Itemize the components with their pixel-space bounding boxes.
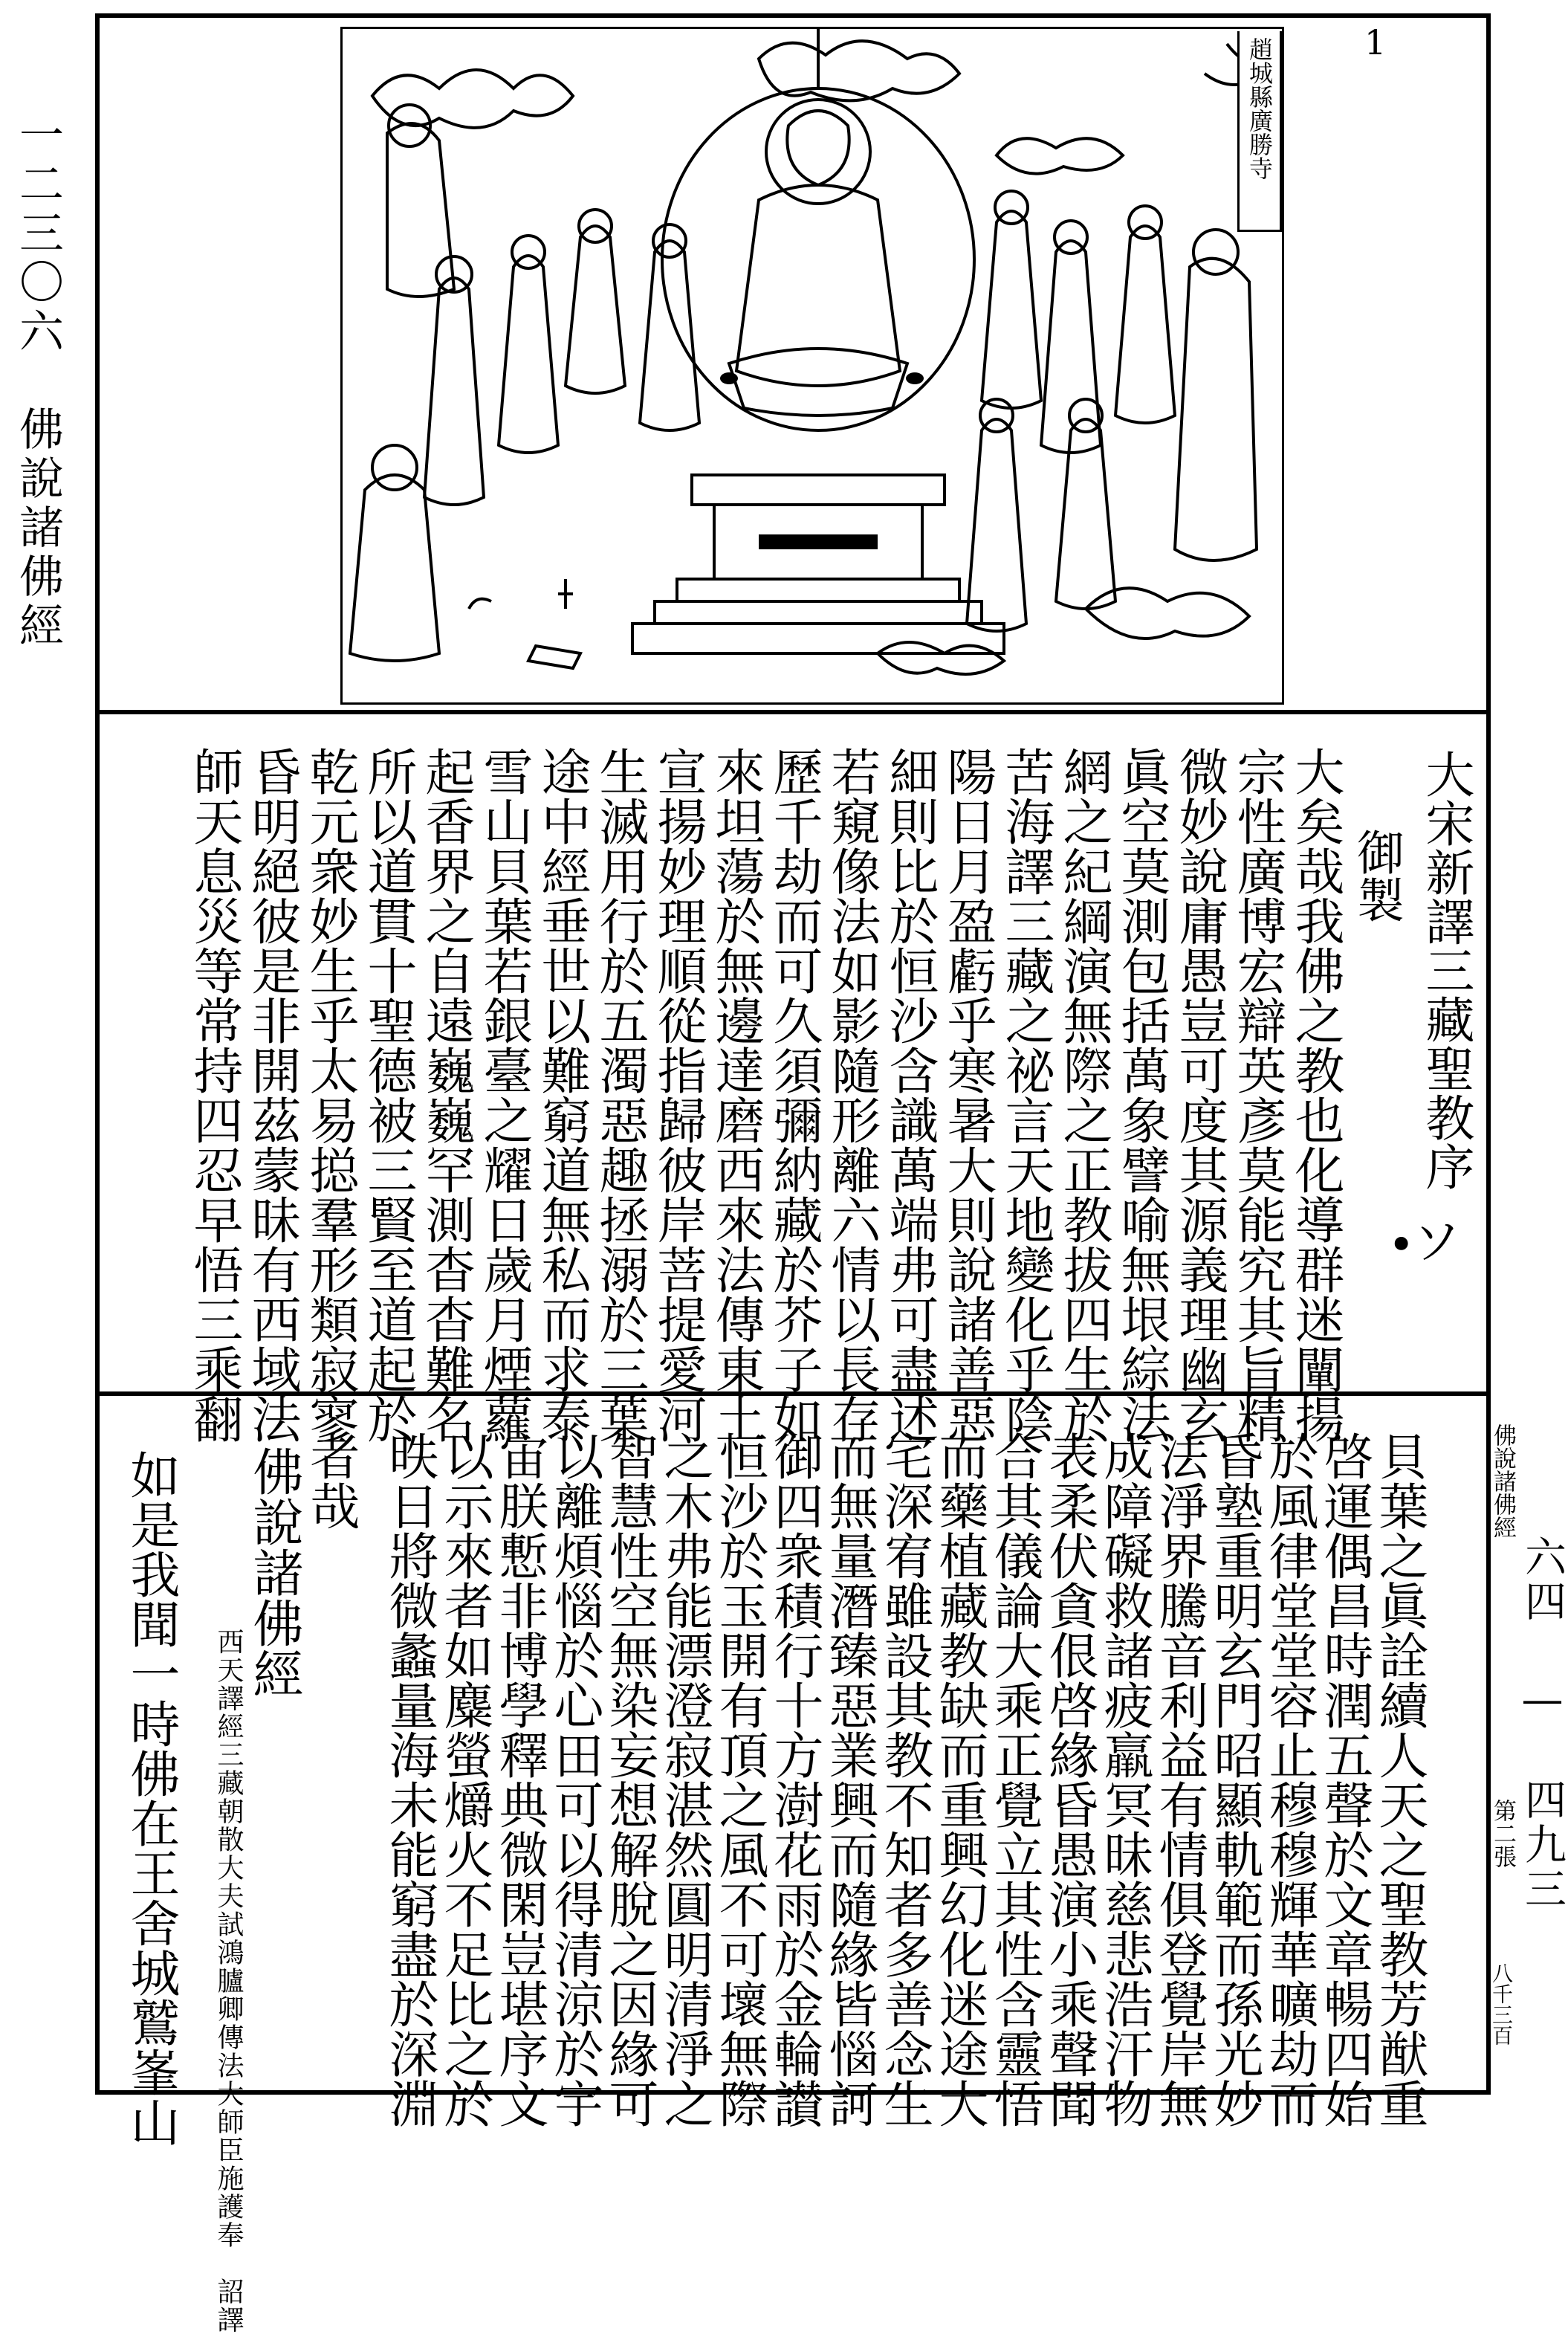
preface-column: 昏明絕彼是非開茲蒙昧有西域法	[244, 746, 302, 1444]
preface-column: 宣揚妙理順從指歸彼岸菩提愛河	[649, 746, 707, 1444]
preface-continued-column: 智慧性空無染妄想解脫之因緣可	[601, 1431, 659, 2128]
preface-continued-column: 昳日將微蠡量海未能窮盡於深淵	[381, 1431, 439, 2128]
preface-continued-column: 於風律堂堂容止穆穆輝華曠劫而	[1261, 1431, 1319, 2128]
preface-column: 雪山貝葉若銀臺之耀日歲月煙蘿	[476, 746, 534, 1444]
preface-continued-column: 而藥植藏教缺而重興幻化迷途大	[931, 1431, 989, 2128]
preface-column: 生滅用行於五濁惡趣拯溺於三葉	[592, 746, 649, 1444]
sheet-header-title: 佛說諸佛經	[1489, 1423, 1516, 1539]
preface-continued-column: 宙朕慙非博學釋典微閑豈堪序文	[491, 1431, 549, 2128]
preface-column: 歷千劫而可久須彌納藏於芥子如	[765, 746, 823, 1444]
preface-continued-column: 成障礙救諸疲羸冥昧慈悲浩汗物	[1096, 1431, 1154, 2128]
preface-continued-column: 恒沙於玉開有頂之風不可壞無際	[711, 1431, 769, 2128]
divider-top	[95, 710, 1491, 714]
preface-column: 細則比於恒沙含識萬端弗可盡述	[881, 746, 939, 1444]
preface-column: 所以道貫十聖德被三賢至道起於	[360, 746, 418, 1444]
preface-column: 微妙說庸愚豈可度其源義理幽玄	[1171, 746, 1229, 1444]
preface-continued-column: 之木弗能漂澄寂湛然圓明清淨之	[656, 1431, 714, 2128]
frontispiece-illustration	[340, 27, 1284, 705]
preface-column: 若窺像法如影隨形離六情以長存	[823, 746, 881, 1444]
top-mark: 1	[1364, 22, 1387, 62]
preface-continued-column: 者哉	[302, 1431, 360, 1530]
preface-column: 大矣哉我佛之教也化導群迷闡揚	[1287, 746, 1345, 1444]
preface-subtitle: 御製	[1349, 828, 1404, 923]
preface-continued-column: 表柔伏貪佷啓緣昏愚演小乘聲聞	[1041, 1431, 1099, 2128]
preface-column: 乾元衆妙生乎太易搃羣形類寂寥	[302, 746, 360, 1444]
sutra-title: 佛說諸佛經	[244, 1446, 303, 1698]
margin-left-label: 一二三〇六 佛說諸佛經	[12, 111, 64, 651]
preface-column: 起香界之自遠巍巍罕測杳杳難名	[418, 746, 476, 1444]
buddha-assembly-drawing	[343, 29, 1284, 705]
preface-mark: ∙ソ	[1390, 1215, 1461, 1270]
sheet-header-code: 八千三百	[1489, 1962, 1514, 2046]
cartouche-text: 趙城縣廣勝寺	[1245, 37, 1274, 180]
translator-line: 西天譯經三藏朝散大夫試鴻臚卿傳法大師臣施護奉 詔譯	[213, 1628, 244, 2334]
preface-continued-column: 而無量潛臻惡業興而隨緣皆惱訶	[821, 1431, 879, 2128]
temple-cartouche	[1237, 31, 1282, 232]
preface-column: 宗性廣博宏辯英彥莫能究其旨精	[1229, 746, 1287, 1444]
preface-continued-column: 宅深宥雖設其教不知者多善念生	[876, 1431, 934, 2128]
sutra-opening-line: 如是我聞一時佛在王舍城鷲峯山	[123, 1449, 181, 2147]
preface-column: 陽日月盈虧乎寒暑大則說諸善惡	[939, 746, 997, 1444]
preface-continued-column: 以示來者如麋螢爝火不足比之於	[436, 1431, 494, 2128]
preface-column: 網之紀綱演無際之正教拔四生於	[1055, 746, 1113, 1444]
preface-continued-column: 合其儀論大乘正覺立其性含靈悟	[986, 1431, 1044, 2128]
preface-continued-column: 貝葉之眞詮續人天之聖教芳猷重	[1371, 1431, 1429, 2128]
preface-title: 大宋新譯三藏聖教序	[1417, 749, 1474, 1191]
preface-column: 師天息災等常持四忍早悟三乘翻	[186, 746, 244, 1444]
preface-continued-column: 法淨界騰音利益有情俱登覺岸無	[1151, 1431, 1209, 2128]
preface-column: 苦海譯三藏之祕言天地變化乎陰	[997, 746, 1055, 1444]
preface-continued-column: 昏塾重明玄門昭顯軌範而孫光妙	[1206, 1431, 1264, 2128]
preface-continued-column: 以離煩惱於心田可以得清涼於宇	[546, 1431, 604, 2128]
sheet-header-page: 第二張	[1489, 1799, 1516, 1868]
preface-column: 來坦蕩於無邊達磨西來法傳東土	[707, 746, 765, 1444]
preface-continued-column: 御四衆積行十方澍花雨於金輪讃	[766, 1431, 824, 2128]
preface-continued-column: 啓運偶昌時潤五聲於文章暢四始	[1316, 1431, 1374, 2128]
preface-column: 途中經垂世以難窮道無私而求泰	[534, 746, 592, 1444]
preface-column: 眞空莫測包括萬象譬喻無垠綜法	[1113, 746, 1171, 1444]
margin-right-label: 六四 — 四九三	[1518, 1535, 1567, 1912]
